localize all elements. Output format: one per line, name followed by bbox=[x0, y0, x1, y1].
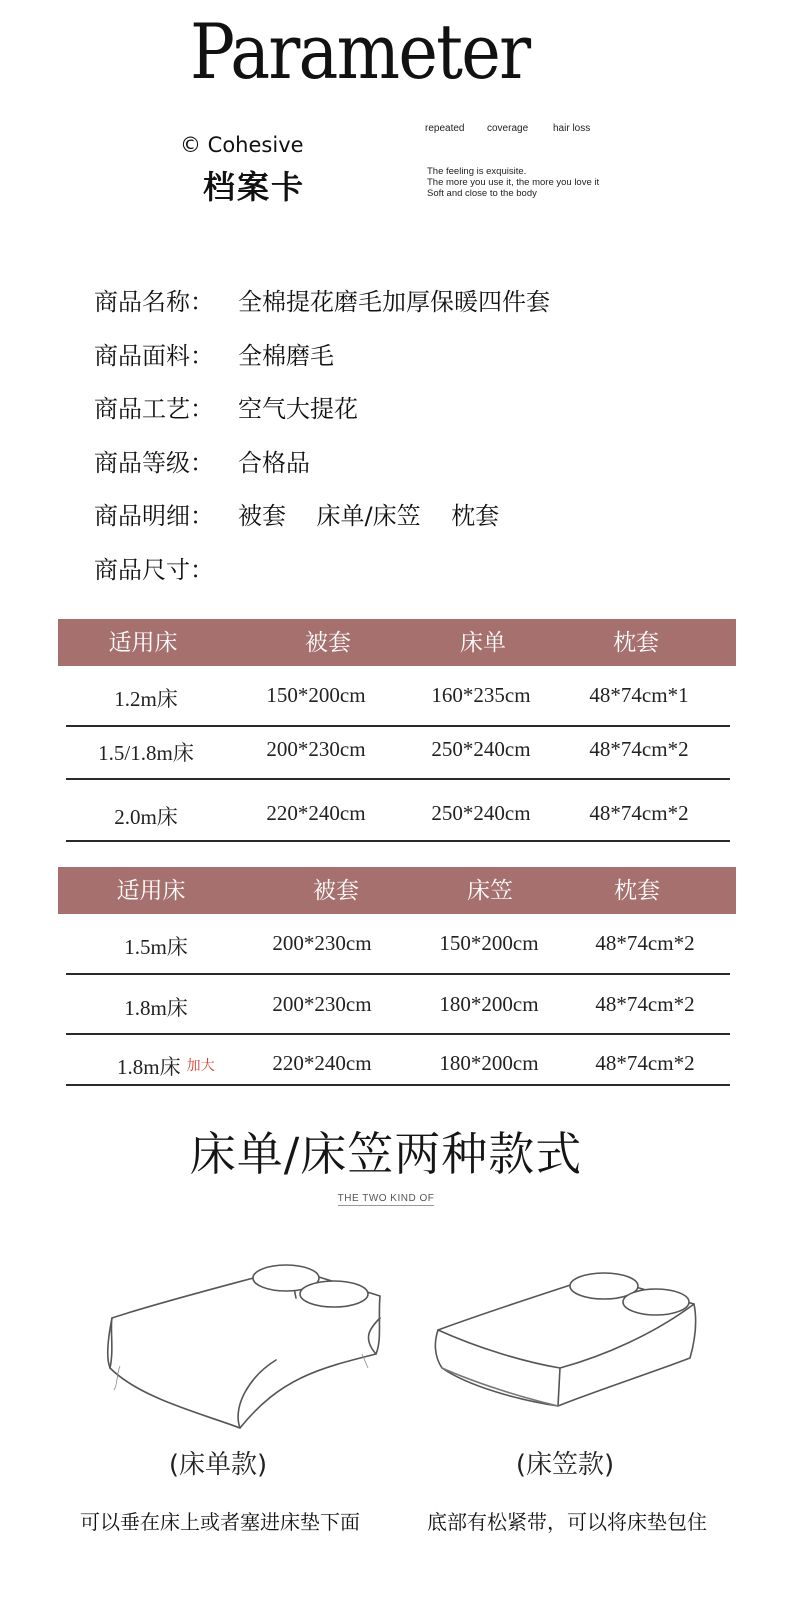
tag-coverage: coverage bbox=[487, 123, 529, 134]
size-table-sheet bbox=[58, 619, 736, 843]
flat-sheet-bed-illustration bbox=[100, 1258, 400, 1438]
table-cell: 48*74cm*2 bbox=[589, 801, 689, 825]
table-cell: 150*200cm bbox=[266, 683, 366, 707]
table-cell: 48*74cm*2 bbox=[595, 1051, 695, 1075]
row-divider bbox=[66, 973, 730, 975]
table-header bbox=[58, 619, 736, 666]
header-cell: 床单 bbox=[460, 630, 506, 655]
info-value: 被套 床单/床笠 枕套 bbox=[238, 502, 500, 530]
motto-line: The more you use it, the more you love it bbox=[427, 177, 600, 188]
row-divider bbox=[66, 1084, 730, 1086]
info-label: 商品名称： bbox=[94, 288, 214, 316]
tag-repeated: repeated bbox=[425, 123, 465, 134]
row-divider bbox=[66, 1033, 730, 1035]
section-title: 床单/床笠两种款式 bbox=[189, 1127, 583, 1181]
table-cell: 150*200cm bbox=[439, 931, 539, 955]
fitted-sheet-caption: (床笠款) bbox=[515, 1450, 615, 1480]
fitted-sheet-description: 底部有松紧带，可以将床垫包住 bbox=[427, 1510, 707, 1534]
table-cell: 48*74cm*2 bbox=[595, 992, 695, 1016]
table-cell: 1.2m床 bbox=[114, 687, 178, 711]
table-cell: 180*200cm bbox=[439, 1051, 539, 1075]
table-cell: 48*74cm*2 bbox=[595, 931, 695, 955]
brand-name: © Cohesive bbox=[180, 133, 304, 157]
fitted-sheet-bed-illustration bbox=[428, 1264, 708, 1424]
header-cell: 床笠 bbox=[467, 878, 513, 903]
table-cell: 250*240cm bbox=[431, 737, 531, 761]
motto bbox=[427, 166, 599, 199]
info-label: 商品工艺： bbox=[94, 395, 214, 423]
table-cell: 1.5m床 bbox=[124, 935, 188, 959]
flat-sheet-caption: (床单款) bbox=[168, 1450, 268, 1480]
page-title: Parameter bbox=[190, 7, 530, 96]
motto-line: Soft and close to the body bbox=[427, 188, 537, 199]
table-cell: 180*200cm bbox=[439, 992, 539, 1016]
table-cell: 220*240cm bbox=[272, 1051, 372, 1075]
flat-sheet-description: 可以垂在床上或者塞进床垫下面 bbox=[80, 1510, 360, 1534]
table-cell: 160*235cm bbox=[431, 683, 531, 707]
info-value: 合格品 bbox=[238, 449, 310, 477]
table-cell: 200*230cm bbox=[272, 992, 372, 1016]
table-cell: 250*240cm bbox=[431, 801, 531, 825]
section-subtitle-text: THE TWO KIND OF bbox=[337, 1193, 435, 1204]
table-cell: 48*74cm*2 bbox=[589, 737, 689, 761]
card-title: 档案卡 bbox=[203, 168, 306, 206]
table-cell: 2.0m床 bbox=[114, 805, 178, 829]
oversize-badge: 加大 bbox=[186, 1058, 215, 1074]
header-cell: 适用床 bbox=[108, 630, 178, 655]
row-divider bbox=[66, 778, 730, 780]
info-label: 商品明细： bbox=[94, 502, 214, 530]
info-value: 全棉磨毛 bbox=[238, 342, 334, 370]
table-cell: 200*230cm bbox=[266, 737, 366, 761]
section-subtitle bbox=[0, 1193, 772, 1204]
table-cell: 220*240cm bbox=[266, 801, 366, 825]
header-cell: 适用床 bbox=[116, 878, 186, 903]
header-cell: 枕套 bbox=[614, 878, 660, 903]
info-value: 空气大提花 bbox=[238, 395, 358, 423]
header-cell: 被套 bbox=[305, 630, 351, 655]
info-label: 商品尺寸： bbox=[94, 556, 214, 584]
table-cell: 1.5/1.8m床 bbox=[98, 741, 194, 765]
row-divider bbox=[66, 840, 730, 842]
table-cell: 48*74cm*1 bbox=[589, 683, 689, 707]
motto-line: The feeling is exquisite. bbox=[427, 166, 527, 177]
bed-size: 1.8m床 bbox=[117, 1055, 181, 1079]
table-cell bbox=[76, 1051, 266, 1081]
info-label: 商品等级： bbox=[94, 449, 214, 477]
tag-hair-loss: hair loss bbox=[553, 123, 591, 134]
table-header bbox=[58, 867, 736, 914]
header-cell: 被套 bbox=[313, 878, 359, 903]
header-cell: 枕套 bbox=[613, 630, 659, 655]
table-cell: 200*230cm bbox=[272, 931, 372, 955]
table-cell: 1.8m床 bbox=[124, 996, 188, 1020]
row-divider bbox=[66, 725, 730, 727]
info-value: 全棉提花磨毛加厚保暖四件套 bbox=[238, 288, 550, 316]
size-table-fitted bbox=[58, 867, 736, 1087]
info-label: 商品面料： bbox=[94, 342, 214, 370]
